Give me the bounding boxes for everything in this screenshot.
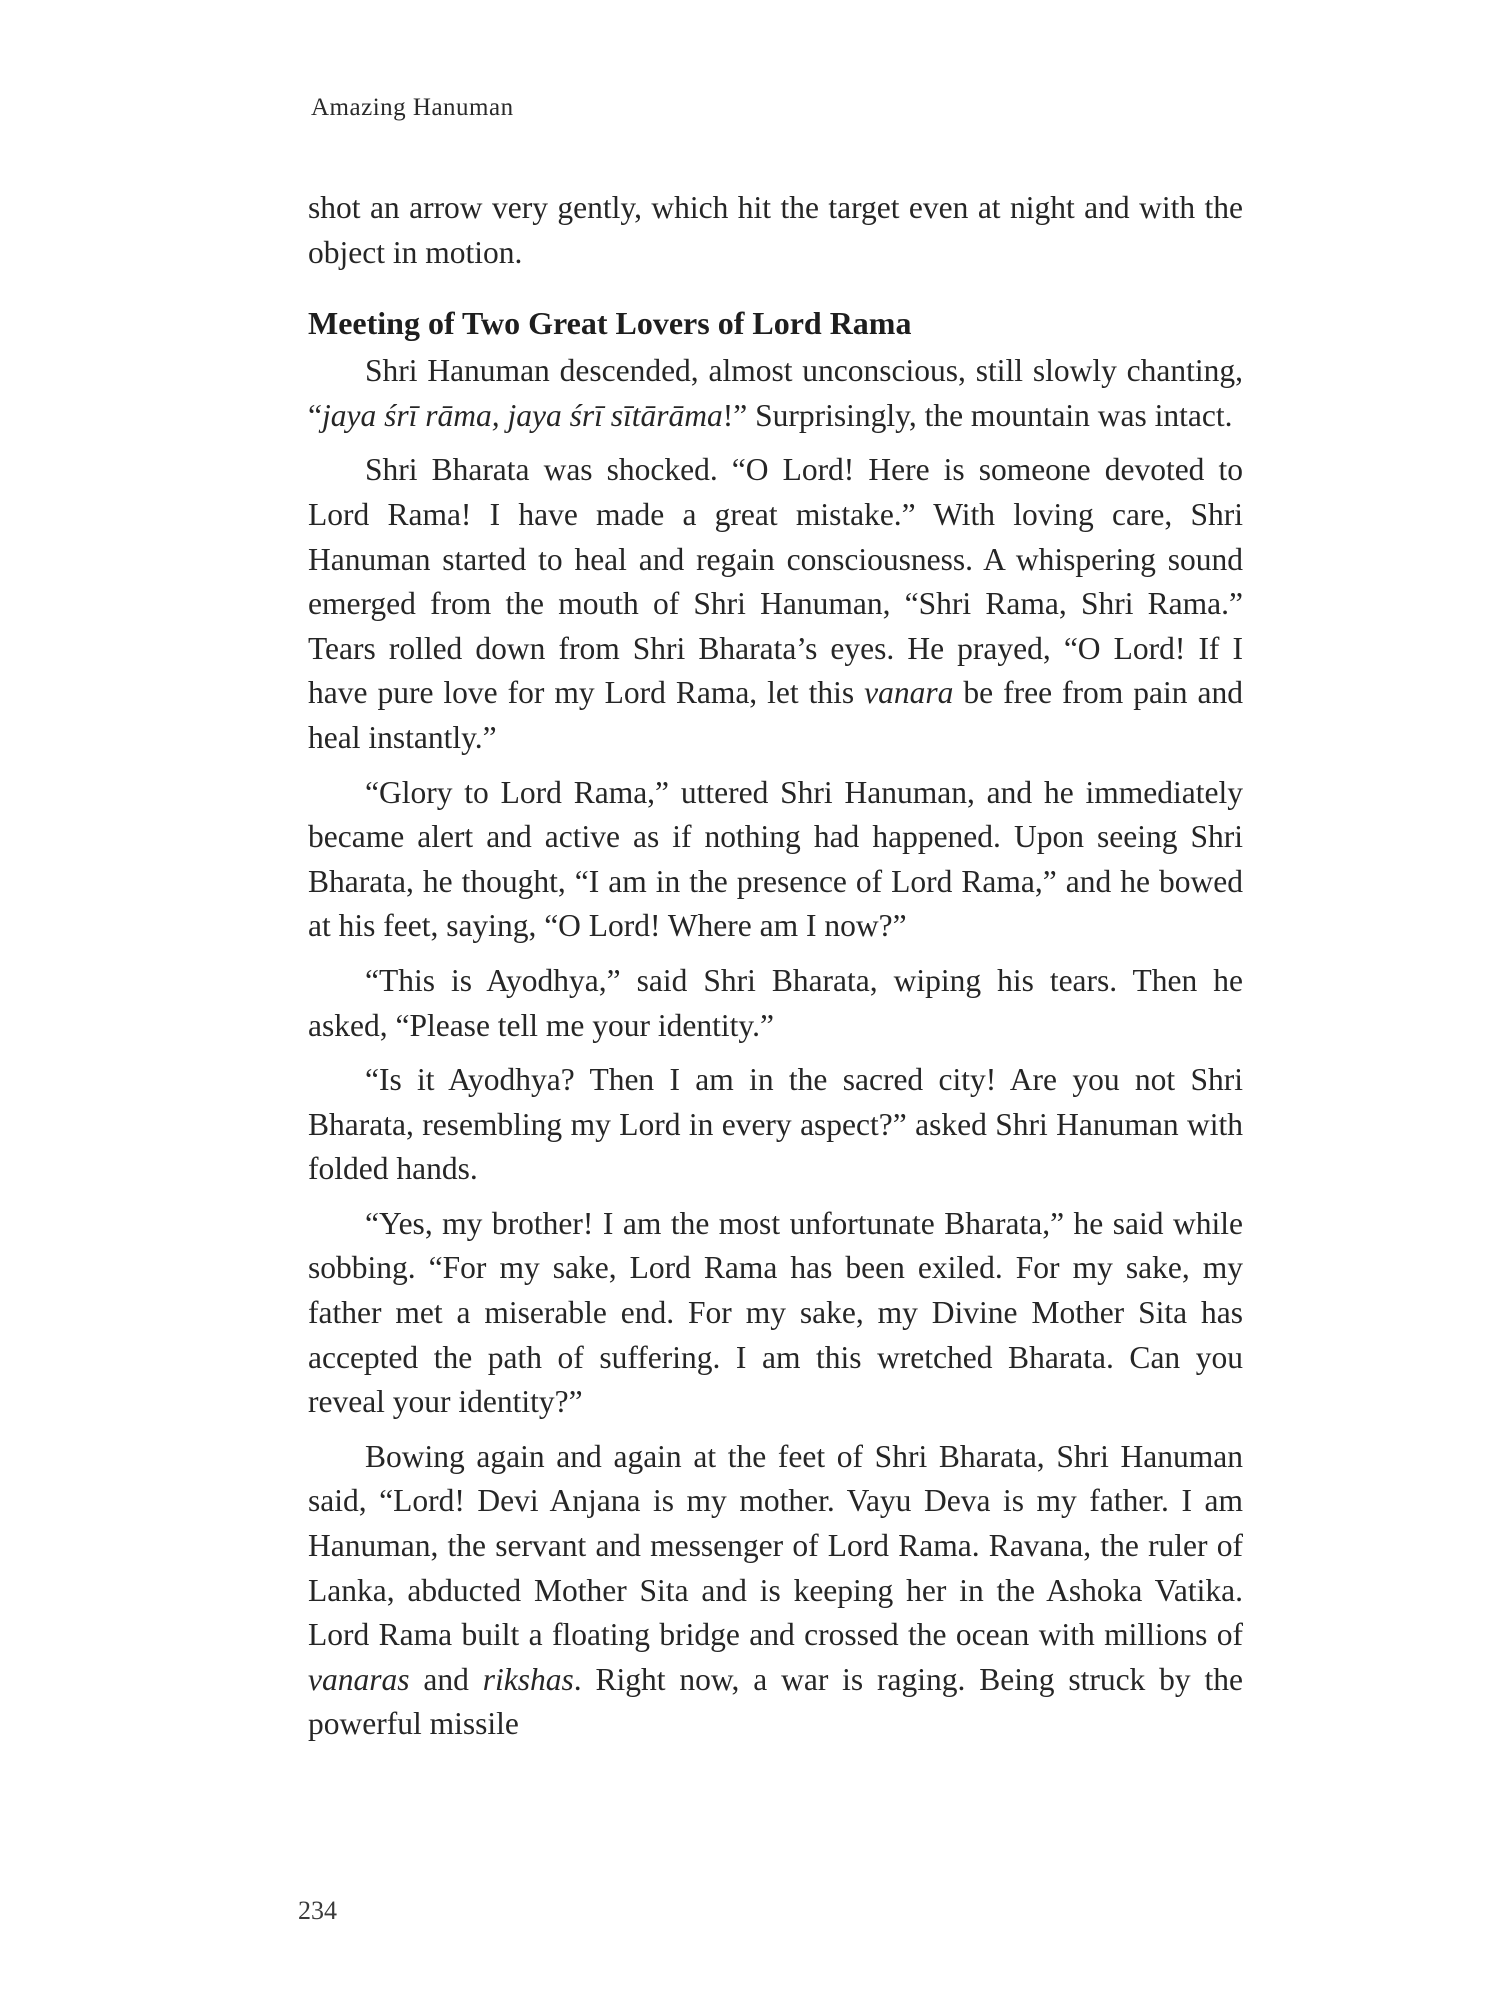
paragraph: “Glory to Lord Rama,” uttered Shri Hanuman, and he immediately became alert and active as if nothing had happened. Upon seeing Shri Bharata, he thought, “I am in the presence of Lord Rama,” and he bowed at his feet, saying, “O Lord! Where am I now?” — [308, 774, 1243, 944]
italic-term: rikshas — [482, 1661, 574, 1697]
section-heading: Meeting of Two Great Lovers of Lord Rama — [308, 305, 912, 342]
sanskrit-chant: jaya śrī rāma, jaya śrī sītārāma — [321, 397, 723, 433]
body-text — [308, 186, 1243, 1747]
paragraph: Bowing again and again at the feet of Shri Bharata, Shri Hanuman said, “Lord! Devi Anjana is my mother. Vayu Deva is my father. I am Hanuman, the servant and messenger of Lord Rama. Ravana, the ruler of Lanka, abducted Mother Sita and is keeping her in the Ashoka Vatika. Lord Rama built a floating bridge and crossed the ocean with millions of vanaras and rikshas. Right now, a war is raging. Being struck by the powerful missile — [308, 1438, 1244, 1742]
paragraph: Shri Bharata was shocked. “O Lord! Here is someone devoted to Lord Rama! I have made a great mistake.” With loving care, Shri Hanuman started to heal and regain consciousness. A whispering sound emerged from the mouth of Shri Hanuman, “Shri Rama, Shri Rama.” Tears rolled down from Shri Bharata’s eyes. He prayed, “O Lord! If I have pure love for my Lord Rama, let this vanara be free from pain and heal instantly.” — [308, 452, 1243, 755]
page-number: 234 — [298, 1896, 337, 1925]
italic-term: vanaras — [308, 1661, 410, 1697]
paragraph: Shri Hanuman descended, almost unconscious, still slowly chanting, “jaya śrī rāma, jaya śrī sītārāma!” Surprisingly, the mountain was intact. — [308, 353, 1243, 433]
paragraph: “This is Ayodhya,” said Shri Bharata, wiping his tears. Then he asked, “Please tell me your identity.” — [308, 962, 1243, 1043]
opening-fragment: shot an arrow very gently, which hit the target even at night and with the object in motion. — [308, 190, 1243, 270]
paragraph: “Yes, my brother! I am the most unfortunate Bharata,” he said while sobbing. “For my sake, Lord Rama has been exiled. For my sake, my father met a miserable end. For my sake, my Divine Mother Sita has accepted the path of suffering. I am this wretched Bharata. Can you reveal your identity?” — [308, 1205, 1243, 1420]
running-head: Amazing Hanuman — [311, 94, 514, 121]
paragraph: “Is it Ayodhya? Then I am in the sacred city! Are you not Shri Bharata, resembling my Lord in every aspect?” asked Shri Hanuman with folded hands. — [308, 1062, 1243, 1187]
italic-term: vanara — [864, 675, 954, 711]
